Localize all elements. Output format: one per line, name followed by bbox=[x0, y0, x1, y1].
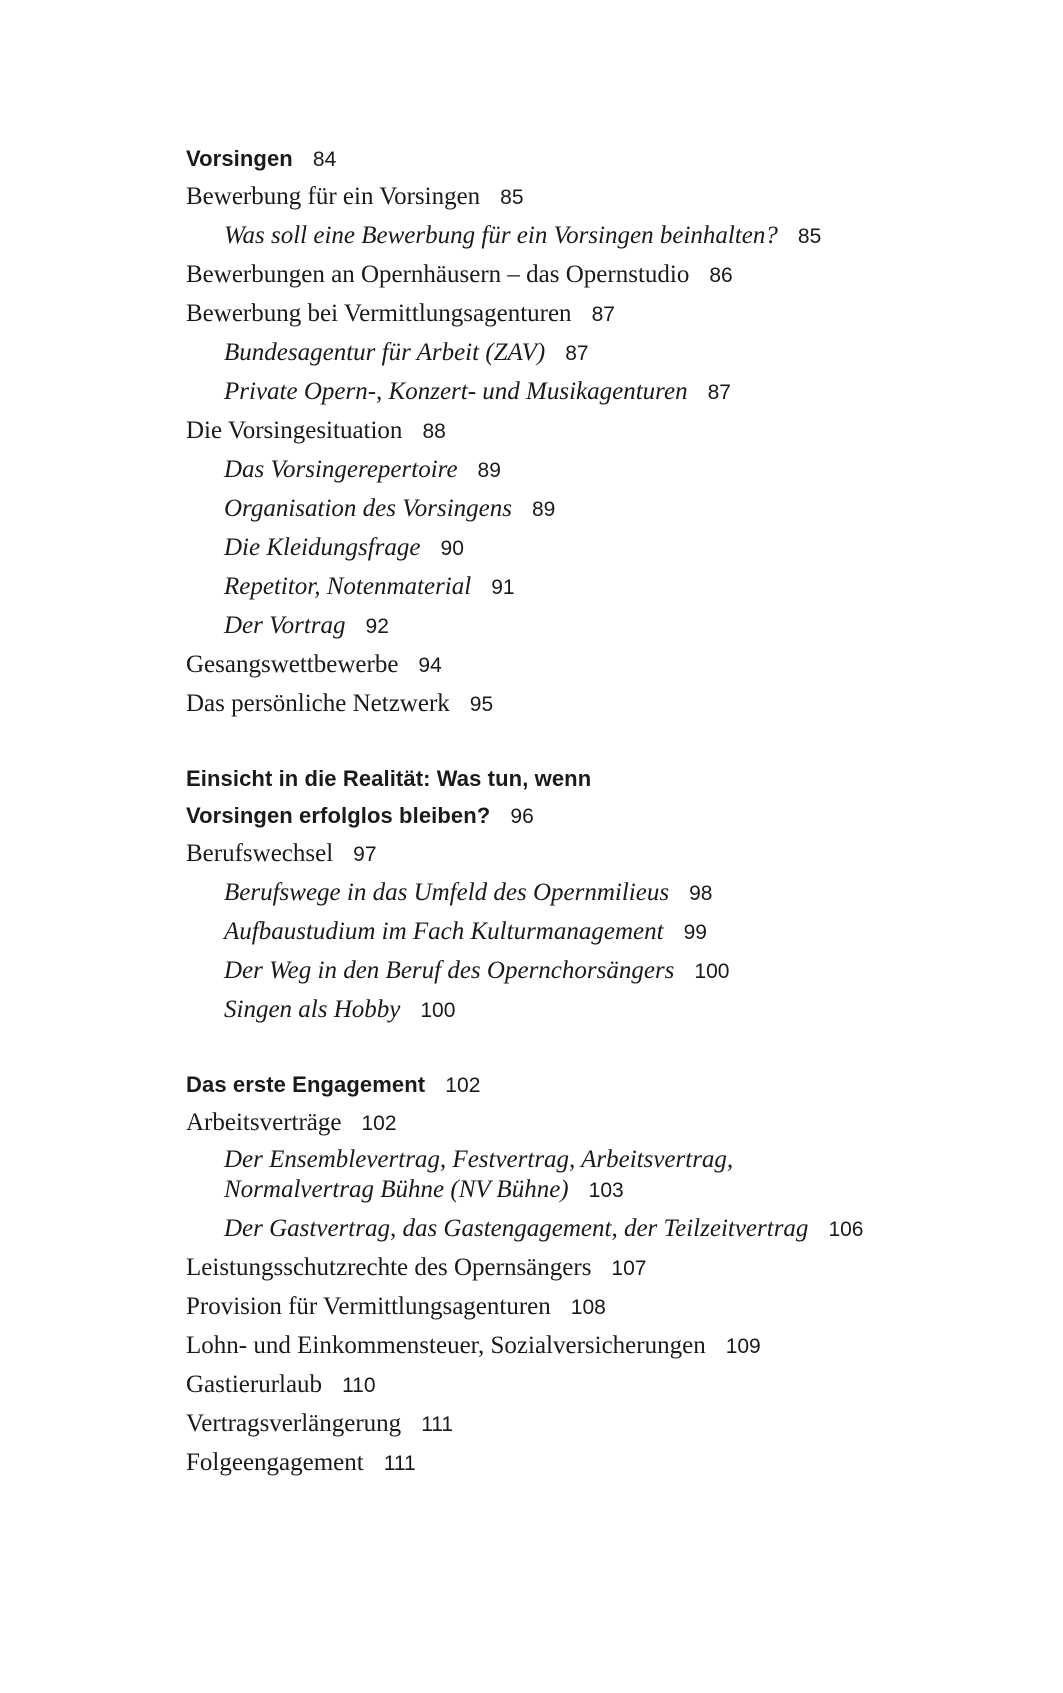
page-number: 100 bbox=[420, 999, 456, 1022]
page-number: 111 bbox=[421, 1413, 454, 1436]
toc-entry[interactable]: Vertragsverlängerung 111 bbox=[186, 1410, 454, 1437]
page-number: 90 bbox=[440, 537, 464, 560]
page-number: 107 bbox=[611, 1257, 647, 1280]
page-number: 92 bbox=[365, 615, 389, 638]
section-title[interactable] bbox=[186, 760, 1006, 835]
toc-entry[interactable]: Die Vorsingesituation 88 bbox=[186, 417, 446, 444]
page-number: 91 bbox=[491, 576, 515, 599]
toc-section-vorsingen bbox=[186, 140, 1006, 724]
page-number: 85 bbox=[500, 186, 524, 209]
section-page-number: 102 bbox=[445, 1074, 481, 1097]
toc-entry[interactable]: Leistungsschutzrechte des Opernsängers 107 bbox=[186, 1254, 647, 1281]
toc-subentry[interactable]: Bundesagentur für Arbeit (ZAV) 87 bbox=[224, 339, 589, 366]
table-of-contents bbox=[186, 140, 1006, 1519]
toc-entry[interactable]: Bewerbung bei Vermittlungsagenturen 87 bbox=[186, 300, 615, 327]
toc-subentry[interactable]: Aufbaustudium im Fach Kulturmanagement 99 bbox=[224, 918, 707, 945]
toc-entry[interactable]: Gesangswettbewerbe 94 bbox=[186, 651, 442, 678]
section-page-number: 84 bbox=[312, 148, 337, 171]
page-number: 89 bbox=[477, 459, 501, 482]
page-number: 110 bbox=[342, 1374, 376, 1397]
toc-section-einsicht bbox=[186, 760, 1006, 1030]
toc-entry[interactable]: Provision für Vermittlungsagenturen 108 bbox=[186, 1293, 606, 1320]
section-page-number: 96 bbox=[510, 805, 534, 828]
page-number: 106 bbox=[828, 1218, 864, 1241]
page-number: 100 bbox=[694, 960, 730, 983]
page-number: 103 bbox=[588, 1179, 624, 1202]
toc-subentry[interactable]: Organisation des Vorsingens 89 bbox=[224, 495, 556, 522]
toc-subentry[interactable]: Berufswege in das Umfeld des Opernmilieus 98 bbox=[224, 879, 713, 906]
page-number: 89 bbox=[531, 498, 556, 521]
section-title-line: Einsicht in die Realität: Was tun, wenn bbox=[186, 766, 592, 791]
toc-entry[interactable]: Gastierurlaub 110 bbox=[186, 1371, 376, 1398]
page-number: 94 bbox=[418, 654, 442, 677]
page-number: 95 bbox=[469, 693, 494, 716]
toc-entry[interactable]: Bewerbung für ein Vorsingen 85 bbox=[186, 183, 524, 210]
page-number: 99 bbox=[683, 921, 707, 944]
toc-entry[interactable]: Folgeengagement 111 bbox=[186, 1449, 416, 1476]
toc-subentry[interactable]: Was soll eine Bewerbung für ein Vorsingen beinhalten? 85 bbox=[224, 222, 822, 249]
toc-subentry[interactable]: Der Ensemblevertrag, Festvertrag, Arbeitsvertrag, Normalvertrag Bühne (NV Bühne) 103 bbox=[224, 1146, 734, 1203]
toc-subentry[interactable]: Der Vortrag 92 bbox=[224, 612, 389, 639]
toc-subentry[interactable]: Singen als Hobby 100 bbox=[224, 996, 456, 1023]
toc-subentry[interactable]: Die Kleidungsfrage 90 bbox=[224, 534, 464, 561]
toc-subentry[interactable]: Der Gastvertrag, das Gastengagement, der Teilzeitvertrag 106 bbox=[224, 1215, 864, 1242]
page-number: 85 bbox=[797, 225, 822, 248]
section-title-text: Das erste Engagement bbox=[186, 1072, 426, 1097]
page-number: 98 bbox=[689, 882, 713, 905]
toc-entry[interactable]: Das persönliche Netzwerk 95 bbox=[186, 690, 494, 717]
toc-subentry[interactable]: Private Opern-, Konzert- und Musikagenturen 87 bbox=[224, 378, 731, 405]
section-title-text: Vorsingen bbox=[186, 146, 293, 171]
section-title[interactable] bbox=[186, 1066, 1006, 1104]
toc-subentry[interactable]: Repetitor, Notenmaterial 91 bbox=[224, 573, 515, 600]
section-title-line: Vorsingen erfolglos bleiben? bbox=[186, 803, 491, 828]
page-number: 87 bbox=[565, 342, 589, 365]
toc-section-engagement bbox=[186, 1066, 1006, 1483]
page-number: 87 bbox=[591, 303, 615, 326]
page-number: 88 bbox=[422, 420, 446, 443]
page-number: 97 bbox=[353, 843, 377, 866]
toc-entry[interactable]: Lohn- und Einkommensteuer, Sozialversicherungen 109 bbox=[186, 1332, 761, 1359]
page-number: 111 bbox=[383, 1452, 416, 1475]
section-title[interactable] bbox=[186, 140, 1006, 178]
page-number: 108 bbox=[570, 1296, 606, 1319]
toc-entry[interactable]: Bewerbungen an Opernhäusern – das Opernstudio 86 bbox=[186, 261, 733, 288]
toc-subentry[interactable]: Das Vorsingerepertoire 89 bbox=[224, 456, 501, 483]
toc-entry[interactable]: Berufswechsel 97 bbox=[186, 840, 377, 867]
toc-subentry[interactable]: Der Weg in den Beruf des Opernchorsängers 100 bbox=[224, 957, 730, 984]
page-number: 87 bbox=[707, 381, 731, 404]
toc-entry[interactable]: Arbeitsverträge 102 bbox=[186, 1109, 397, 1136]
page-number: 86 bbox=[709, 264, 733, 287]
page-number: 102 bbox=[361, 1112, 397, 1135]
page-number: 109 bbox=[725, 1335, 761, 1358]
